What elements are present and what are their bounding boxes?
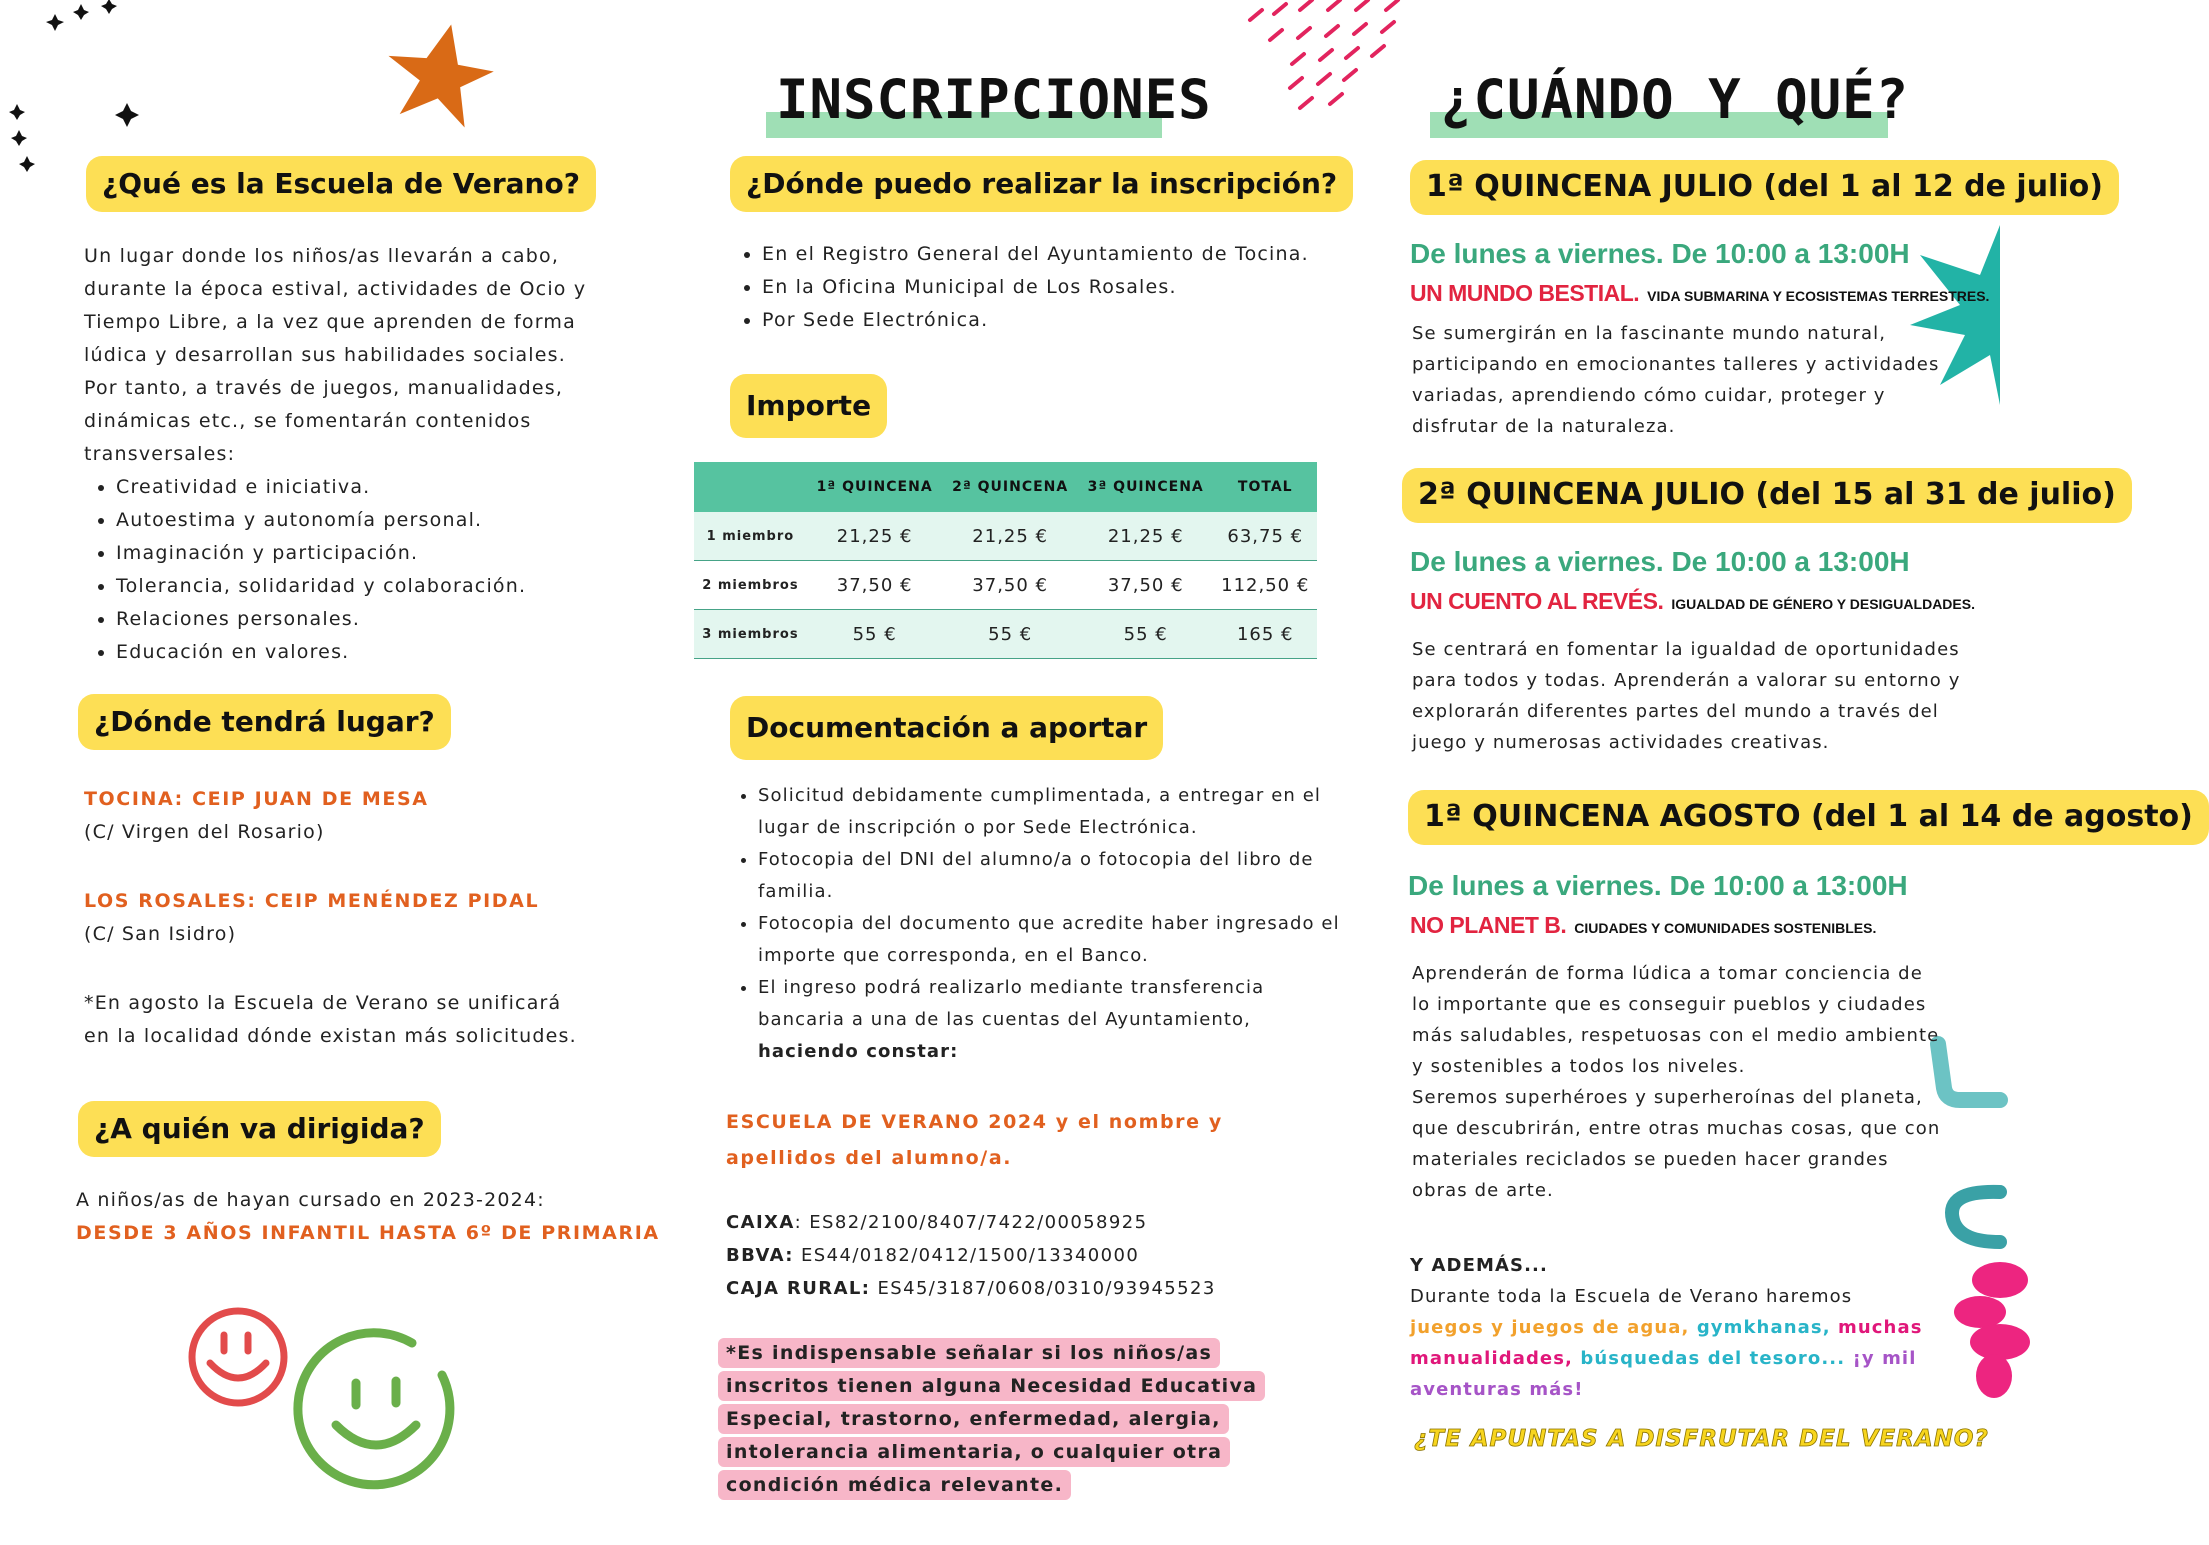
ademas-title: Y ADEMÁS... (1410, 1255, 1548, 1276)
table-cell: 55 € (1078, 610, 1214, 659)
text-line: Tiempo Libre, a la vez que aprenden de forma (84, 311, 576, 333)
list-item: • Por Sede Electrónica. (762, 304, 1382, 337)
activity-highlight: muchas manualidades, (1410, 1317, 1923, 1369)
list-item: • En la Oficina Municipal de Los Rosales. (762, 271, 1382, 304)
table-cell: 55 € (807, 610, 943, 659)
text-line: participando en emocionantes talleres y actividades (1412, 354, 1940, 375)
list-item: • Educación en valores. (116, 636, 644, 669)
period-2-theme (1410, 588, 1975, 615)
table-header-cell: 2ª QUINCENA (942, 462, 1078, 512)
table-cell: 21,25 € (1078, 512, 1214, 561)
table-header-cell (694, 462, 807, 512)
bank-name: CAJA RURAL: (726, 1278, 871, 1299)
table-row (694, 512, 1317, 561)
text-line: obras de arte. (1412, 1180, 1554, 1201)
locations (84, 783, 644, 1053)
table-cell: 21,25 € (942, 512, 1078, 561)
what-description (84, 240, 644, 669)
activity-highlight: juegos y juegos de agua, (1410, 1317, 1697, 1338)
medical-note-text: *Es indispensable señalar si los niños/as inscritos tienen alguna Necesidad Educativa Especial, trastorno, enfermedad, alergia, intolerancia alimentaria, o cualquier otra condición médica relevante. (718, 1338, 1265, 1500)
table-cell: 3 miembros (694, 610, 807, 659)
table-cell: 37,50 € (807, 561, 943, 610)
table-header (694, 462, 1317, 512)
reference-line: apellidos del alumno/a. (726, 1147, 1013, 1169)
question-where-title: ¿Dónde tendrá lugar? (78, 694, 451, 750)
medical-note (718, 1337, 1283, 1502)
bank-name: CAIXA (726, 1212, 795, 1233)
table-cell: 112,50 € (1213, 561, 1317, 610)
period-3-schedule: De lunes a viernes. De 10:00 a 13:00H (1408, 870, 1908, 901)
text-line: dinámicas etc., se fomentarán contenidos (84, 410, 532, 432)
dashes-pink-icon (1240, 0, 1420, 115)
period-1-label: 1ª QUINCENA JULIO (del 1 al 12 de julio) (1410, 160, 2119, 215)
period-1-theme (1410, 280, 1989, 307)
smiley-red-icon (186, 1305, 290, 1409)
bank-line (726, 1206, 1346, 1239)
list-item: • Creatividad e iniciativa. (116, 471, 644, 504)
activity-highlight: búsquedas del tesoro... (1580, 1348, 1853, 1369)
table-row (694, 610, 1317, 659)
location-name: TOCINA: CEIP JUAN DE MESA (84, 788, 429, 810)
who-line: A niños/as de hayan cursado en 2023-2024: (76, 1189, 545, 1211)
bank-line (726, 1239, 1346, 1272)
payment-reference (726, 1104, 1326, 1176)
table-cell: 63,75 € (1213, 512, 1317, 561)
bullet-text: El ingreso podrá realizarlo mediante transferencia bancaria a una de las cuentas del Ayuntamiento, (758, 977, 1265, 1030)
list-item: • Relaciones personales. (116, 603, 644, 636)
documentation-title: Documentación a aportar (730, 696, 1163, 760)
text-line: Se centrará en fomentar la igualdad de oportunidades (1412, 639, 1960, 660)
table-header-cell: 1ª QUINCENA (807, 462, 943, 512)
text-line: para todos y todas. Aprenderán a valorar su entorno y (1412, 670, 1961, 691)
ademas-section (1410, 1250, 1930, 1405)
activity-highlight: gymkhanas, (1696, 1317, 1838, 1338)
bank-line (726, 1272, 1346, 1305)
text-line: variadas, aprendiendo cómo cuidar, proteger y (1412, 385, 1886, 406)
bank-name: BBVA: (726, 1245, 794, 1266)
note-line: en la localidad dónde existan más solicitudes. (84, 1025, 577, 1047)
location-name: LOS ROSALES: CEIP MENÉNDEZ PIDAL (84, 890, 540, 912)
theme-name: UN CUENTO AL REVÉS. (1410, 588, 1664, 614)
sparkle-icon (0, 100, 40, 180)
period-1-description (1412, 318, 1972, 442)
table-cell: 21,25 € (807, 512, 943, 561)
sparkle-icon (40, 0, 130, 40)
bank-account: : ES82/2100/8407/7422/00058925 (794, 1212, 1148, 1233)
list-item: • Autoestima y autonomía personal. (116, 504, 644, 537)
bank-account: ES44/0182/0412/1500/13340000 (793, 1245, 1140, 1266)
question-register-title: ¿Dónde puedo realizar la inscripción? (730, 156, 1353, 212)
period-2-label: 2ª QUINCENA JULIO (del 15 al 31 de julio) (1402, 468, 2132, 523)
values-list (84, 471, 644, 669)
text-line: explorarán diferentes partes del mundo a través del (1412, 701, 1939, 722)
cuando-title: ¿CUÁNDO Y QUÉ? (1440, 68, 1910, 131)
list-item: • Fotocopia del documento que acredite haber ingresado el importe que corresponda, en el Banco. (758, 908, 1346, 972)
ademas-text (1410, 1281, 1930, 1405)
bullet-bold: haciendo constar: (758, 1041, 959, 1062)
fees-table (694, 462, 1317, 659)
text-line: Por tanto, a través de juegos, manualidades, (84, 377, 564, 399)
list-item: • En el Registro General del Ayuntamiento de Tocina. (762, 238, 1382, 271)
theme-subtitle: CIUDADES Y COMUNIDADES SOSTENIBLES. (1574, 920, 1877, 936)
documentation-list (726, 780, 1346, 1068)
table-cell: 1 miembro (694, 512, 807, 561)
text-line: juego y numerosas actividades creativas. (1412, 732, 1830, 753)
theme-subtitle: VIDA SUBMARINA Y ECOSISTEMAS TERRESTRES. (1647, 288, 1990, 304)
location-address: (C/ San Isidro) (84, 923, 237, 945)
text-line: disfrutar de la naturaleza. (1412, 416, 1676, 437)
list-item: • Tolerancia, solidaridad y colaboración. (116, 570, 644, 603)
text-line: Aprenderán de forma lúdica a tomar conciencia de (1412, 963, 1923, 984)
importe-title: Importe (730, 374, 887, 438)
period-2-description (1412, 634, 1982, 758)
text-line: materiales reciclados se pueden hacer grandes (1412, 1149, 1889, 1170)
text-line: Se sumergirán en la fascinante mundo natural, (1412, 323, 1887, 344)
list-item (758, 972, 1346, 1068)
reference-line: ESCUELA DE VERANO 2024 y el nombre y (726, 1111, 1223, 1133)
text-line: Seremos superhéroes y superheroínas del planeta, (1412, 1087, 1923, 1108)
text-line: durante la época estival, actividades de Ocio y (84, 278, 587, 300)
smiley-green-icon (292, 1325, 462, 1495)
text-line: lo importante que es conseguir pueblos y ciudades (1412, 994, 1927, 1015)
text-line: transversales: (84, 443, 236, 465)
bank-accounts (726, 1206, 1346, 1305)
question-who-title: ¿A quién va dirigida? (78, 1101, 441, 1157)
list-item: • Imaginación y participación. (116, 537, 644, 570)
text-line: más saludables, respetuosas con el medio ambiente (1412, 1025, 1940, 1046)
bank-account: ES45/3187/0608/0310/93945523 (870, 1278, 1216, 1299)
who-text (76, 1184, 676, 1250)
list-item: • Solicitud debidamente cumplimentada, a entregar en el lugar de inscripción o por Sede Electrónica. (758, 780, 1346, 844)
table-header-cell: TOTAL (1213, 462, 1317, 512)
activity-highlight: ¡y mil aventuras más! (1410, 1348, 1917, 1400)
text-line: Un lugar donde los niños/as llevarán a cabo, (84, 245, 560, 267)
location-address: (C/ Virgen del Rosario) (84, 821, 325, 843)
period-1-schedule: De lunes a viernes. De 10:00 a 13:00H (1410, 238, 1910, 269)
text-line: que descubrirán, entre otras muchas cosas, que con (1412, 1118, 1941, 1139)
ademas-intro: Durante toda la Escuela de Verano haremos (1410, 1286, 1853, 1307)
table-header-cell: 3ª QUINCENA (1078, 462, 1214, 512)
star-icon (384, 20, 496, 132)
theme-name: UN MUNDO BESTIAL. (1410, 280, 1640, 306)
table-row (694, 561, 1317, 610)
text-line: y sostenibles a todos los niveles. (1412, 1056, 1746, 1077)
period-3-label: 1ª QUINCENA AGOSTO (del 1 al 14 de agosto) (1408, 790, 2209, 845)
table-cell: 37,50 € (1078, 561, 1214, 610)
inscripciones-title: INSCRIPCIONES (776, 68, 1212, 131)
theme-name: NO PLANET B. (1410, 912, 1567, 938)
period-2-schedule: De lunes a viernes. De 10:00 a 13:00H (1410, 546, 1910, 577)
theme-subtitle: IGUALDAD DE GÉNERO Y DESIGUALDADES. (1671, 596, 1975, 612)
period-3-theme (1410, 912, 1876, 939)
who-age-range: DESDE 3 AÑOS INFANTIL HASTA 6º DE PRIMARIA (76, 1222, 660, 1244)
question-what-title: ¿Qué es la Escuela de Verano? (86, 156, 596, 212)
sparkle-icon (112, 100, 142, 130)
period-3-description (1412, 958, 1972, 1206)
call-to-action: ¿TE APUNTAS A DISFRUTAR DEL VERANO? (1414, 1426, 1989, 1452)
list-item: • Fotocopia del DNI del alumno/a o fotocopia del libro de familia. (758, 844, 1346, 908)
register-places-list (730, 238, 1382, 337)
table-cell: 55 € (942, 610, 1078, 659)
table-cell: 2 miembros (694, 561, 807, 610)
table-cell: 165 € (1213, 610, 1317, 659)
flower-pink-icon (1950, 1250, 2000, 1400)
text-line: lúdica y desarrollan sus habilidades sociales. (84, 344, 566, 366)
note-line: *En agosto la Escuela de Verano se unificará (84, 992, 562, 1014)
table-cell: 37,50 € (942, 561, 1078, 610)
